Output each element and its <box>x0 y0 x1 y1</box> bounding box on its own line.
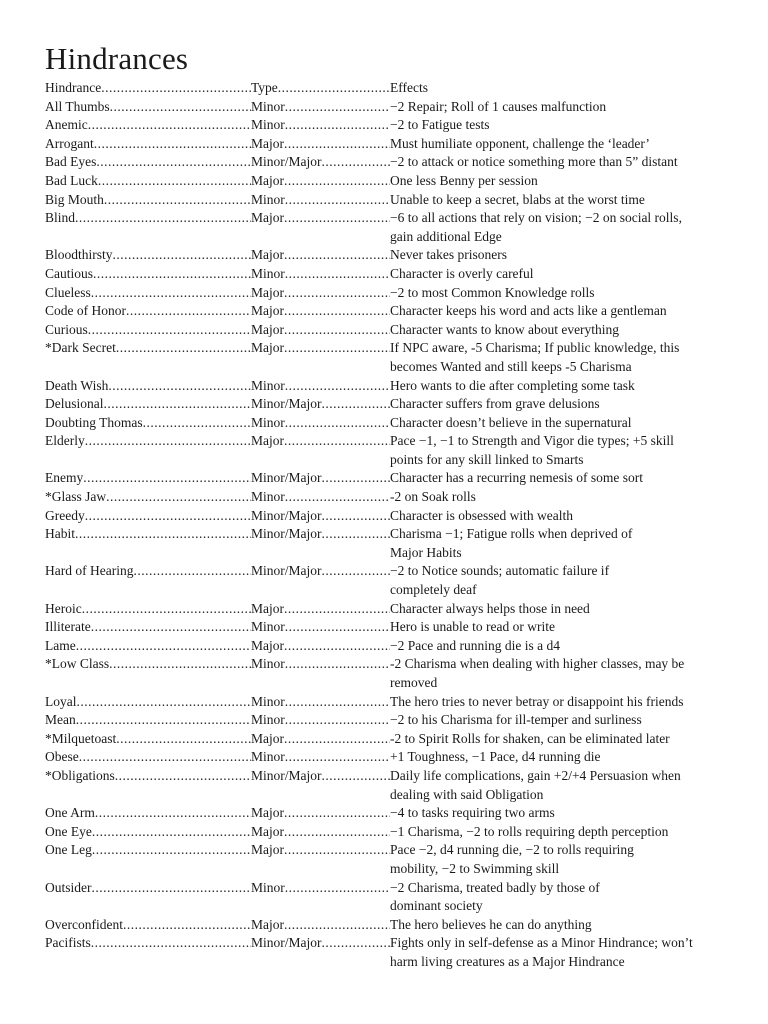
hindrance-name: One Leg <box>45 842 92 858</box>
hindrance-effect: Hero wants to die after completing some task <box>390 377 635 393</box>
dot-leader <box>285 618 390 637</box>
dot-leader <box>116 339 251 376</box>
hindrance-type: Major <box>251 172 284 188</box>
table-row <box>45 916 735 935</box>
hindrance-type: Major <box>251 842 284 858</box>
hindrance-type: Minor <box>251 619 285 635</box>
hindrance-name: Bloodthirsty <box>45 247 113 263</box>
hindrance-name: Outsider <box>45 879 92 895</box>
dot-leader <box>91 618 251 637</box>
dot-leader <box>322 934 391 971</box>
dot-leader <box>93 265 251 284</box>
hindrance-name: Anemic <box>45 117 88 133</box>
dot-leader <box>95 804 251 823</box>
hindrance-name: Big Mouth <box>45 191 104 207</box>
hindrance-effect: Unable to keep a secret, blabs at the worst time <box>390 191 645 207</box>
hindrance-name: Mean <box>45 712 76 728</box>
dot-leader <box>82 600 251 619</box>
hindrance-type: Minor <box>251 656 285 672</box>
hindrance-effect: Character keeps his word and acts like a gentleman <box>390 303 667 319</box>
hindrance-type: Major <box>251 730 284 746</box>
dot-leader <box>284 823 390 842</box>
hindrance-effect: harm living creatures as a Major Hindrance <box>390 953 625 969</box>
dot-leader <box>126 302 251 321</box>
dot-leader <box>101 79 251 98</box>
dot-leader <box>285 655 390 692</box>
table-header <box>45 79 735 98</box>
hindrance-effect: dealing with said Obligation <box>390 786 544 802</box>
table-row <box>45 488 735 507</box>
hindrance-type: Major <box>251 303 284 319</box>
hindrance-type: Minor <box>251 377 285 393</box>
hindrance-effect: −2 Pace and running die is a d4 <box>390 637 560 653</box>
hindrance-effect: −2 Repair; Roll of 1 causes malfunction <box>390 98 607 114</box>
hindrance-name: Death Wish <box>45 377 109 393</box>
hindrance-effect: Character has a recurring nemesis of some sort <box>390 470 644 486</box>
dot-leader <box>284 339 390 376</box>
table-row <box>45 135 735 154</box>
hindrance-effect: −2 to his Charisma for ill-temper and surliness <box>390 712 642 728</box>
hindrance-name: Illiterate <box>45 619 91 635</box>
table-row <box>45 432 735 469</box>
dot-leader <box>284 730 390 749</box>
hindrance-effect: Daily life complications, gain +2/+4 Persuasion when <box>390 767 681 783</box>
hindrance-name: *Glass Jaw <box>45 489 107 505</box>
hindrance-type: Minor <box>251 414 285 430</box>
hindrance-name: Elderly <box>45 433 85 449</box>
table-row <box>45 841 735 878</box>
hindrance-effect: Character always helps those in need <box>390 600 590 616</box>
table-row <box>45 172 735 191</box>
dot-leader <box>285 879 390 916</box>
hindrance-type: Minor/Major <box>251 396 322 412</box>
dot-leader <box>106 488 251 507</box>
dot-leader <box>113 246 251 265</box>
hindrance-name: *Milquetoast <box>45 730 117 746</box>
hindrance-effect: -2 on Soak rolls <box>390 489 476 505</box>
hindrance-effect: Hero is unable to read or write <box>390 619 555 635</box>
table-row <box>45 284 735 303</box>
dot-leader <box>79 748 251 767</box>
hindrance-table <box>45 98 735 972</box>
page-title: Hindrances <box>45 41 189 76</box>
dot-leader <box>284 804 390 823</box>
dot-leader <box>322 562 391 599</box>
hindrance-effect: Pace −2, d4 running die, −2 to rolls requiring <box>390 842 634 858</box>
hindrance-effect: One less Benny per session <box>390 172 538 188</box>
dot-leader <box>285 265 390 284</box>
dot-leader <box>94 135 251 154</box>
hindrance-effect: −6 to all actions that rely on vision; −2 on social rolls, <box>390 210 682 226</box>
hindrance-type: Minor <box>251 693 285 709</box>
hindrance-effect: The hero believes he can do anything <box>390 916 592 932</box>
hindrance-effect: gain additional Edge <box>390 228 502 244</box>
hindrance-effect: becomes Wanted and still keeps -5 Charisma <box>390 358 632 374</box>
hindrance-effect: points for any skill linked to Smarts <box>390 451 584 467</box>
table-row <box>45 265 735 284</box>
dot-leader <box>76 637 251 656</box>
table-row <box>45 748 735 767</box>
hindrance-type: Major <box>251 284 284 300</box>
hindrance-effect: −2 to Notice sounds; automatic failure if <box>390 563 610 579</box>
hindrance-name: Obese <box>45 749 79 765</box>
hindrance-name: Cautious <box>45 265 94 281</box>
dot-leader <box>88 116 251 135</box>
dot-leader <box>322 507 391 526</box>
hindrance-name: Doubting Thomas <box>45 414 143 430</box>
hindrance-type: Major <box>251 321 284 337</box>
table-row <box>45 302 735 321</box>
hindrance-effect: -2 to Spirit Rolls for shaken, can be eliminated later <box>390 730 670 746</box>
header-type: Type <box>251 80 278 95</box>
hindrance-name: Delusional <box>45 396 104 412</box>
dot-leader <box>104 191 251 210</box>
hindrance-type: Major <box>251 637 284 653</box>
hindrance-effect: The hero tries to never betray or disappoint his friends <box>390 693 684 709</box>
dot-leader <box>92 841 251 878</box>
table-row <box>45 934 735 971</box>
dot-leader <box>284 637 390 656</box>
header-effects: Effects <box>390 80 428 95</box>
dot-leader <box>91 284 251 303</box>
hindrance-effect: −1 Charisma, −2 to rolls requiring depth perception <box>390 823 669 839</box>
hindrance-type: Minor <box>251 98 285 114</box>
dot-leader <box>285 711 390 730</box>
dot-leader <box>284 841 390 878</box>
dot-leader <box>284 135 390 154</box>
table-row <box>45 209 735 246</box>
hindrance-type: Major <box>251 805 284 821</box>
hindrance-effect: removed <box>390 675 438 690</box>
dot-leader <box>284 209 390 246</box>
hindrance-name: Bad Eyes <box>45 154 97 170</box>
hindrance-name: Bad Luck <box>45 172 98 188</box>
dot-leader <box>284 600 390 619</box>
hindrance-name: *Obligations <box>45 767 115 783</box>
table-row <box>45 879 735 916</box>
hindrance-effect: Fights only in self-defense as a Minor Hindrance; won’t <box>390 935 693 951</box>
dot-leader <box>109 655 251 692</box>
hindrance-name: Blind <box>45 210 76 226</box>
table-row <box>45 823 735 842</box>
dot-leader <box>284 246 390 265</box>
hindrance-type: Minor/Major <box>251 470 322 486</box>
hindrance-name: Heroic <box>45 600 82 616</box>
dot-leader <box>108 377 251 396</box>
table-row <box>45 618 735 637</box>
dot-leader <box>133 562 251 599</box>
hindrance-type: Minor/Major <box>251 154 322 170</box>
hindrance-type: Minor <box>251 879 285 895</box>
hindrance-effect: −2 to Fatigue tests <box>390 117 490 133</box>
hindrance-effect: −2 to most Common Knowledge rolls <box>390 284 595 300</box>
hindrance-name: Clueless <box>45 284 91 300</box>
dot-leader <box>284 321 390 340</box>
table-row <box>45 730 735 749</box>
table-row <box>45 98 735 117</box>
hindrance-type: Major <box>251 433 284 449</box>
table-row <box>45 469 735 488</box>
table-row <box>45 377 735 396</box>
dot-leader <box>322 525 391 562</box>
hindrance-effect: Character wants to know about everything <box>390 321 620 337</box>
dot-leader <box>285 116 390 135</box>
dot-leader <box>285 488 390 507</box>
hindrance-type: Major <box>251 916 284 932</box>
hindrance-effect: Major Habits <box>390 544 462 560</box>
hindrance-type: Major <box>251 210 284 226</box>
hindrance-effect: −2 to attack or notice something more than 5” distant <box>390 154 678 170</box>
dot-leader <box>116 730 251 749</box>
hindrance-effect: Character suffers from grave delusions <box>390 396 600 412</box>
dot-leader <box>285 748 390 767</box>
dot-leader <box>284 916 390 935</box>
table-row <box>45 507 735 526</box>
hindrance-effect: mobility, −2 to Swimming skill <box>390 860 560 876</box>
hindrance-effect: -2 Charisma when dealing with higher classes, may be <box>390 656 685 672</box>
table-row <box>45 804 735 823</box>
hindrance-effect: −4 to tasks requiring two arms <box>390 805 555 821</box>
hindrance-name: One Arm <box>45 805 95 821</box>
hindrance-type: Minor <box>251 117 285 133</box>
dot-leader <box>77 693 252 712</box>
dot-leader <box>284 302 390 321</box>
hindrance-name: Overconfident <box>45 916 123 932</box>
dot-leader <box>83 469 251 488</box>
dot-leader <box>322 153 391 172</box>
dot-leader <box>98 172 251 191</box>
dot-leader <box>278 79 390 98</box>
dot-leader <box>143 414 251 433</box>
hindrance-type: Minor <box>251 191 285 207</box>
hindrance-name: Arrogant <box>45 135 94 151</box>
hindrance-name: *Low Class <box>45 656 110 672</box>
hindrance-name: Lame <box>45 637 76 653</box>
hindrance-effect: Character doesn’t believe in the supernatural <box>390 414 632 430</box>
dot-leader <box>322 469 391 488</box>
table-row <box>45 637 735 656</box>
dot-leader <box>96 153 251 172</box>
hindrance-type: Minor/Major <box>251 767 322 783</box>
table-row <box>45 525 735 562</box>
dot-leader <box>104 395 252 414</box>
hindrance-type: Minor <box>251 265 285 281</box>
table-row <box>45 414 735 433</box>
dot-leader <box>110 98 251 117</box>
hindrance-type: Major <box>251 823 284 839</box>
hindrance-effect: Never takes prisoners <box>390 247 507 263</box>
dot-leader <box>115 767 251 804</box>
hindrance-name: Hard of Hearing <box>45 563 134 579</box>
table-row <box>45 767 735 804</box>
dot-leader <box>92 823 251 842</box>
hindrance-type: Major <box>251 247 284 263</box>
dot-leader <box>91 934 251 971</box>
hindrance-name: *Dark Secret <box>45 340 116 356</box>
hindrance-type: Minor <box>251 489 285 505</box>
dot-leader <box>285 191 390 210</box>
dot-leader <box>88 321 251 340</box>
hindrance-effect: Charisma −1; Fatigue rolls when deprived of <box>390 526 633 542</box>
hindrance-name: Curious <box>45 321 88 337</box>
hindrance-name: Pacifists <box>45 935 91 951</box>
dot-leader <box>284 284 390 303</box>
hindrance-type: Major <box>251 135 284 151</box>
table-row <box>45 321 735 340</box>
dot-leader <box>284 172 390 191</box>
hindrance-type: Major <box>251 600 284 616</box>
hindrance-effect: Pace −1, −1 to Strength and Vigor die types; +5 skill <box>390 433 674 449</box>
table-row <box>45 395 735 414</box>
hindrance-type: Minor <box>251 712 285 728</box>
dot-leader <box>75 209 251 246</box>
hindrance-type: Major <box>251 340 284 356</box>
dot-leader <box>123 916 251 935</box>
hindrance-effect: Character is obsessed with wealth <box>390 507 573 523</box>
hindrance-effect: dominant society <box>390 898 483 914</box>
dot-leader <box>75 525 251 562</box>
hindrance-effect: If NPC aware, -5 Charisma; If public knowledge, this <box>390 340 680 356</box>
header-hindrance: Hindrance <box>45 80 102 95</box>
hindrance-name: One Eye <box>45 823 92 839</box>
dot-leader <box>285 377 390 396</box>
hindrance-effect: Must humiliate opponent, challenge the ‘leader’ <box>390 135 650 151</box>
table-row <box>45 153 735 172</box>
dot-leader <box>92 879 252 916</box>
hindrance-type: Minor/Major <box>251 935 322 951</box>
table-row <box>45 711 735 730</box>
hindrance-name: Enemy <box>45 470 84 486</box>
table-row <box>45 116 735 135</box>
table-row <box>45 191 735 210</box>
hindrance-name: All Thumbs <box>45 98 110 114</box>
table-row <box>45 339 735 376</box>
dot-leader <box>85 507 251 526</box>
hindrance-type: Minor/Major <box>251 526 322 542</box>
dot-leader <box>284 432 390 469</box>
table-row <box>45 562 735 599</box>
hindrance-type: Minor/Major <box>251 507 322 523</box>
dot-leader <box>76 711 251 730</box>
table-row <box>45 246 735 265</box>
hindrance-name: Greedy <box>45 507 85 523</box>
dot-leader <box>322 767 391 804</box>
dot-leader <box>285 414 390 433</box>
dot-leader <box>285 693 390 712</box>
table-row <box>45 600 735 619</box>
hindrance-name: Code of Honor <box>45 303 126 319</box>
dot-leader <box>322 395 391 414</box>
dot-leader <box>285 98 390 117</box>
document-page <box>45 42 735 972</box>
hindrance-effect: completely deaf <box>390 582 477 598</box>
hindrance-type: Minor <box>251 749 285 765</box>
table-row <box>45 693 735 712</box>
dot-leader <box>85 432 251 469</box>
hindrance-name: Habit <box>45 526 75 542</box>
hindrance-effect: Character is overly careful <box>390 265 534 281</box>
hindrance-name: Loyal <box>45 693 77 709</box>
table-row <box>45 655 735 692</box>
hindrance-effect: −2 Charisma, treated badly by those of <box>390 879 600 895</box>
hindrance-effect: +1 Toughness, −1 Pace, d4 running die <box>390 749 601 765</box>
hindrance-type: Minor/Major <box>251 563 322 579</box>
